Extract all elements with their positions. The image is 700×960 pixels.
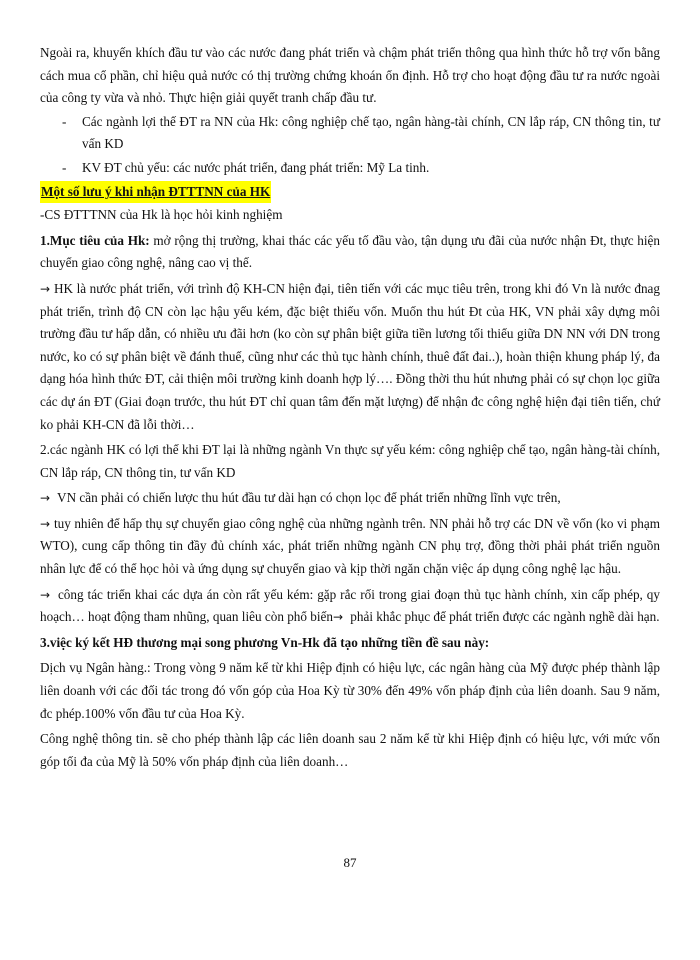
bullet-item [40, 157, 660, 180]
section-2-arrow-3 [40, 584, 660, 629]
right-arrow-icon: → [40, 491, 51, 506]
bullet-dash: - [62, 113, 67, 129]
section-3-it: Công nghệ thông tin. sẽ cho phép thành lập các liên doanh sau 2 năm kể từ khi Hiệp định có hiệu lực, với mức vốn góp tối đa của Mỹ là 50% vốn pháp định của liên doanh… [40, 731, 660, 769]
section-heading-wrapper [40, 181, 660, 204]
right-arrow-icon: → [40, 587, 51, 602]
bullet-dash: - [62, 159, 67, 175]
section-1-arrow-paragraph [40, 278, 660, 436]
intro-paragraph: Ngoài ra, khuyến khích đầu tư vào các nước đang phát triển và chậm phát triển thông qua hình thức hỗ trợ vốn bằng cách mua cổ phần, chỉ hiệu quả nước có thị trường chứng khoán ổn định. Hỗ trợ cho hoạt động đầu tư ra nước ngoài của công ty vừa và nhỏ. Thực hiện giải quyết tranh chấp đầu tư. [40, 45, 660, 106]
bullet-item [40, 111, 660, 156]
section-1-text: mở rộng thị trường, khai thác các yếu tố đầu vào, tận dụng ưu đãi của nước nhận Đt, thực hiện chuyển giao công nghệ, nâng cao vị thế. [40, 232, 660, 271]
bullet-text: KV ĐT chủ yếu: các nước phát triển, đang phát triển: Mỹ La tinh. [82, 159, 430, 175]
section-2-paragraph: 2.các ngành HK có lợi thế khi ĐT lại là những ngành Vn thực sự yếu kém: công nghiệp chế tạo, ngân hàng-tài chính, CN lắp ráp, CN thông tin, tư vấn KD [40, 442, 660, 480]
section-2-arrow-1 [40, 487, 660, 510]
section-3-banking: Dịch vụ Ngân hàng.: Trong vòng 9 năm kể từ khi Hiệp định có hiệu lực, các ngân hàng của Mỹ được phép thành lập liên doanh với các đối tác trong đó vốn góp của Hoa Kỳ từ 30% đến 49% vốn pháp định của liên doanh. Sau 9 năm, đc phép.100% vốn đầu tư của Hoa Kỳ. [40, 660, 660, 721]
page-number: 87 [343, 855, 357, 870]
section-2-arrow-2 [40, 513, 660, 581]
bullet-text: Các ngành lợi thế ĐT ra NN của Hk: công nghiệp chế tạo, ngân hàng-tài chính, CN lắp ráp, CN thông tin, tư vấn KD [82, 113, 660, 152]
section-1-arrow-text: HK là nước phát triển, với trình độ KH-CN hiện đại, tiên tiến với các mục tiêu trên, trong khi đó Vn là nước đnag phát triển, trình độ CN còn lạc hậu yếu kém, đặc biệt thiếu vốn. Muốn thu hút Đt của HK, VN phải xây dựng môi trường đầu tư hấp dẫn, có nhiều ưu đãi hơn (ko còn sự phân biệt giữa tiền lương tối thiểu giữa DN NN với DN trong nước, ko có sự phân biệt về đánh thuế, cũng như các thủ tục hành chính, thuê đất đai..), hoàn thiện khung pháp lý, đa dạng hóa hình thức ĐT, cải thiện môi trường kinh doanh hợp lý…. Đồng thời thu hút nhưng phải có sự chọn lọc giữa các dự án ĐT (Giai đoạn trước, thu hút ĐT chỉ quan tâm đến mặt lượng) để nhận đc công nghệ hiện đại tiên tiến, chứ ko phải KH-CN đã lỗi thời… [40, 280, 660, 432]
cs-line: -CS ĐTTTNN của Hk là học hỏi kinh nghiệm [40, 207, 283, 223]
document-page [40, 42, 660, 773]
section-1-goal [40, 230, 660, 275]
section-2-arrow-3a-text: công tác triển khai các dựa án còn rất yếu kém: gặp rắc rối trong giai đoạn thủ tục hành chính, xin cấp phép, qy hoạch… hoạt động tham nhũng, quan liêu còn phổ biến [40, 586, 660, 625]
section-2-arrow-1-text: VN cần phải có chiến lược thu hút đầu tư dài hạn có chọn lọc để phát triển những lĩnh vực trên, [54, 490, 561, 506]
section-1-lead: 1.Mục tiêu của Hk: [40, 232, 150, 248]
highlighted-heading: Một số lưu ý khi nhận ĐTTTNN của HK [40, 181, 271, 204]
section-2-arrow-2-text: tuy nhiên để hấp thụ sự chuyển giao công nghệ của những ngành trên. NN phải hỗ trợ các DN về vốn (ko vi phạm WTO), cung cấp thông tin đầy đủ chính xác, phát triển những ngành CN phụ trợ, đồng thời phải phát triển nguồn nhân lực để có thể học hỏi và ứng dụng sự chuyển giao và kịp thời ngăn chặn việc áp dụng công nghệ lạc hậu. [40, 515, 660, 577]
section-3-heading: 3.việc ký kết HĐ thương mại song phương Vn-Hk đã tạo những tiền đề sau này: [40, 634, 490, 650]
right-arrow-icon: → [40, 281, 51, 296]
section-2-arrow-3b-text: phải khắc phục để phát triển được các ngành nghề dài hạn. [347, 609, 660, 625]
right-arrow-icon: → [40, 516, 51, 531]
right-arrow-icon: → [333, 610, 344, 625]
